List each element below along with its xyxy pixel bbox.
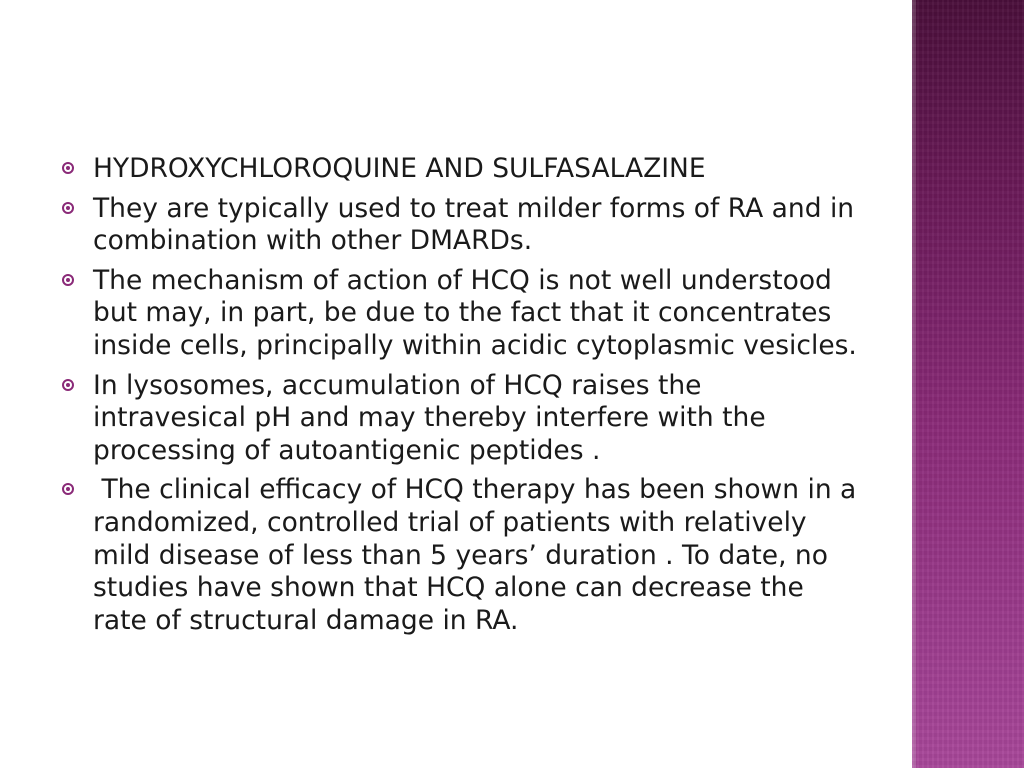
circled-dot-bullet-icon (62, 379, 74, 391)
bullet-list (62, 153, 865, 637)
bullet-text: In lysosomes, accumulation of HCQ raises the intravesical pH and may thereby interfere with the processing of autoantigenic peptides . (93, 369, 775, 466)
decorative-side-band (912, 0, 1024, 768)
bullet-item (62, 265, 862, 363)
bullet-item (62, 153, 862, 186)
bullet-item (62, 474, 865, 637)
circled-dot-bullet-icon (62, 202, 74, 214)
bullet-item (62, 370, 862, 468)
bullet-text: HYDROXYCHLOROQUINE AND SULFASALAZINE (93, 153, 706, 184)
circled-dot-bullet-icon (62, 274, 74, 286)
bullet-text: They are typically used to treat milder forms of RA and in combination with other DMARDs. (93, 192, 863, 257)
circled-dot-bullet-icon (62, 162, 74, 174)
bullet-item (62, 193, 862, 258)
slide-content (62, 153, 865, 644)
circled-dot-bullet-icon (62, 483, 74, 495)
bullet-text: The clinical efficacy of HCQ therapy has been shown in a randomized, controlled trial of patients with relatively mild disease of less than 5 years’ duration . To date, no studies have shown that HCQ alone can decrease the rate of structural damage in RA. (93, 474, 865, 636)
bullet-text: The mechanism of action of HCQ is not well understood but may, in part, be due to the fact that it concentrates inside cells, principally within acidic cytoplasmic vesicles. (93, 264, 857, 361)
